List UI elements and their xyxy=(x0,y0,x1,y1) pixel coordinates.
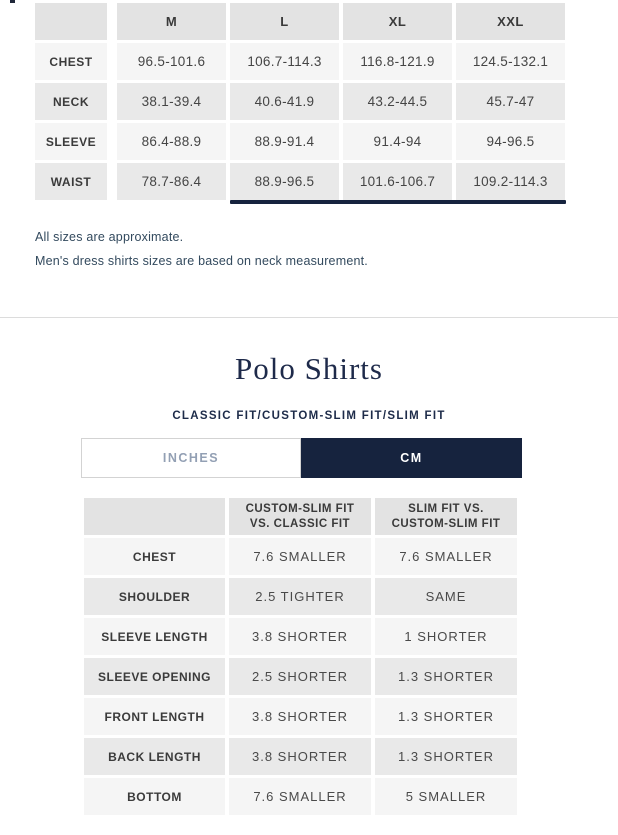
table-row xyxy=(84,698,517,735)
comparison-cell: 2.5 TIGHTER xyxy=(229,578,371,615)
row-label-chest: CHEST xyxy=(84,538,225,575)
fit-comparison-table xyxy=(84,498,517,818)
table-row xyxy=(84,778,517,815)
unit-toggle xyxy=(81,438,522,478)
measurement-cell: 94-96.5 xyxy=(456,123,565,160)
header-line: SLIM FIT VS. xyxy=(408,503,484,516)
comparison-cell: 3.8 SHORTER xyxy=(229,698,371,735)
size-table-header-row xyxy=(35,3,565,40)
row-label-sleeve: SLEEVE xyxy=(35,123,107,160)
note-sizes-approximate: All sizes are approximate. xyxy=(35,230,184,244)
comparison-cell: 7.6 SMALLER xyxy=(375,538,517,575)
header-line: VS. CLASSIC FIT xyxy=(249,517,351,530)
comparison-cell: 1.3 SHORTER xyxy=(375,658,517,695)
comparison-cell: 1 SHORTER xyxy=(375,618,517,655)
row-label-sleeve-opening: SLEEVE OPENING xyxy=(84,658,225,695)
row-label-sleeve-length: SLEEVE LENGTH xyxy=(84,618,225,655)
size-column-header-xxl: XXL xyxy=(456,3,565,40)
comparison-cell: 2.5 SHORTER xyxy=(229,658,371,695)
fit-subtitle: CLASSIC FIT/CUSTOM-SLIM FIT/SLIM FIT xyxy=(172,410,446,422)
measurement-cell: 88.9-96.5 xyxy=(230,163,339,200)
size-column-header-xl: XL xyxy=(343,3,452,40)
table-row xyxy=(84,578,517,615)
measurement-cell: 101.6-106.7 xyxy=(343,163,452,200)
size-column-header-m: M xyxy=(117,3,226,40)
comparison-cell: SAME xyxy=(375,578,517,615)
table-row xyxy=(35,43,565,80)
table-row xyxy=(35,163,565,200)
measurement-cell: 38.1-39.4 xyxy=(117,83,226,120)
comparison-cell: 5 SMALLER xyxy=(375,778,517,815)
comparison-cell: 7.6 SMALLER xyxy=(229,538,371,575)
measurement-cell: 78.7-86.4 xyxy=(117,163,226,200)
table-row xyxy=(84,738,517,775)
comparison-cell: 7.6 SMALLER xyxy=(229,778,371,815)
measurement-cell: 45.7-47 xyxy=(456,83,565,120)
measurement-cell: 86.4-88.9 xyxy=(117,123,226,160)
header-line: CUSTOM-SLIM FIT xyxy=(245,503,355,516)
section-divider xyxy=(0,317,618,318)
measurement-cell: 124.5-132.1 xyxy=(456,43,565,80)
row-label-bottom: BOTTOM xyxy=(84,778,225,815)
row-label-shoulder: SHOULDER xyxy=(84,578,225,615)
measurement-cell: 91.4-94 xyxy=(343,123,452,160)
measurement-cell: 40.6-41.9 xyxy=(230,83,339,120)
table-row xyxy=(84,618,517,655)
table-row xyxy=(84,538,517,575)
cm-tab[interactable]: CM xyxy=(301,438,522,478)
comparison-cell: 1.3 SHORTER xyxy=(375,738,517,775)
table-row xyxy=(35,123,565,160)
cropped-content-remnant xyxy=(10,0,15,3)
horizontal-scrollbar-thumb[interactable] xyxy=(230,200,566,204)
note-neck-measurement: Men's dress shirts sizes are based on neck measurement. xyxy=(35,254,368,268)
measurement-cell: 116.8-121.9 xyxy=(343,43,452,80)
comparison-cell: 3.8 SHORTER xyxy=(229,618,371,655)
size-table-corner-cell xyxy=(35,3,107,40)
column-header-slim-vs-custom-slim xyxy=(375,498,517,535)
table-row xyxy=(35,83,565,120)
comparison-header-row xyxy=(84,498,517,535)
comparison-cell: 1.3 SHORTER xyxy=(375,698,517,735)
size-column-header-l: L xyxy=(230,3,339,40)
measurement-cell: 109.2-114.3 xyxy=(456,163,565,200)
row-label-waist: WAIST xyxy=(35,163,107,200)
column-header-custom-slim-vs-classic xyxy=(229,498,371,535)
page-title: Polo Shirts xyxy=(235,351,383,386)
row-label-back-length: BACK LENGTH xyxy=(84,738,225,775)
row-label-neck: NECK xyxy=(35,83,107,120)
comparison-corner-cell xyxy=(84,498,225,535)
measurement-cell: 106.7-114.3 xyxy=(230,43,339,80)
measurement-cell: 88.9-91.4 xyxy=(230,123,339,160)
inches-tab[interactable]: INCHES xyxy=(81,438,301,478)
measurement-cell: 96.5-101.6 xyxy=(117,43,226,80)
comparison-cell: 3.8 SHORTER xyxy=(229,738,371,775)
row-label-front-length: FRONT LENGTH xyxy=(84,698,225,735)
table-row xyxy=(84,658,517,695)
dress-shirt-size-table xyxy=(35,3,565,203)
measurement-cell: 43.2-44.5 xyxy=(343,83,452,120)
header-line: CUSTOM-SLIM FIT xyxy=(391,517,501,530)
row-label-chest: CHEST xyxy=(35,43,107,80)
